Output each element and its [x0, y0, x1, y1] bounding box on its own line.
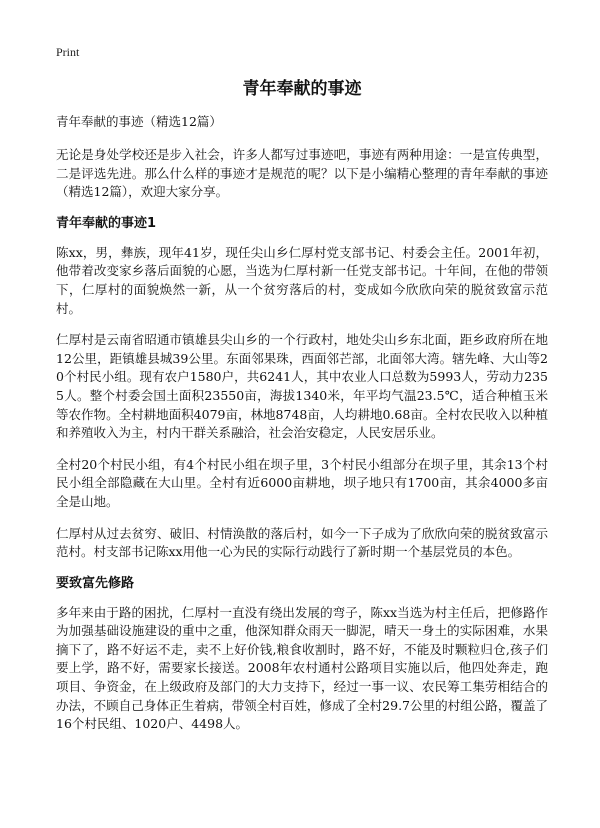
print-link[interactable]: Print	[56, 45, 80, 59]
section-1-paragraph-2: 仁厚村是云南省昭通市镇雄县尖山乡的一个行政村，地处尖山乡东北面，距乡政府所在地12公里，距镇雄县城39公里。东面邻果珠，西面邻芒部，北面邻大湾。辖先峰、大山等20个村民小组。现有农户1580户，共6241人，其中农业人口总数为5993人，劳动力2355人。整个村委会国土面积23550亩，海拔1340米，年平均气温23.5℃，适合种植玉米等农作物。全村耕地面积4079亩，林地8748亩，人均耕地0.68亩。全村农民收入以种植和养殖收入为主，村内干群关系融洽，社会治安稳定，人民安居乐业。	[56, 332, 548, 441]
section-1	[56, 215, 548, 562]
section-1-heading: 青年奉献的事迹1	[56, 215, 157, 231]
section-2	[56, 575, 548, 734]
section-1-paragraph-4: 仁厚村从过去贫穷、破旧、村情涣散的落后村，如今一下子成为了欣欣向荣的脱贫致富示范村。村支部书记陈xx用他一心为民的实际行动践行了新时期一个基层党员的本色。	[56, 525, 548, 560]
intro-paragraph: 无论是身处学校还是步入社会，许多人都写过事迹吧，事迹有两种用途：一是宣传典型，二是评选先进。那么什么样的事迹才是规范的呢？以下是小编精心整理的青年奉献的事迹（精选12篇），欢迎大家分享。	[56, 147, 548, 200]
section-1-paragraph-1: 陈xx，男，彝族，现年41岁，现任尖山乡仁厚村党支部书记、村委会主任。2001年初，他带着改变家乡落后面貌的心愿，当选为仁厚村新一任党支部书记。十年间，在他的带领下，仁厚村的面貌焕然一新，从一个贫穷落后的村，变成如今欣欣向荣的脱贫致富示范村。	[56, 244, 548, 316]
section-1-paragraph-3: 全村20个村民小组，有4个村民小组在坝子里，3个村民小组部分在坝子里，其余13个村民小组全部隐藏在大山里。全村有近6000亩耕地，坝子地只有1700亩，其余4000多亩全是山地。	[56, 456, 548, 509]
section-2-heading: 要致富先修路	[56, 575, 135, 591]
article	[56, 78, 548, 747]
page-title: 青年奉献的事迹	[242, 79, 362, 99]
article-subtitle: 青年奉献的事迹（精选12篇）	[56, 114, 222, 129]
section-2-paragraph-1: 多年来由于路的困扰，仁厚村一直没有绕出发展的弯子，陈xx当选为村主任后，把修路作为加强基础设施建设的重中之重，他深知群众雨天一脚泥，晴天一身土的实际困难，水果摘下了，路不好运不走，卖不上好价钱,粮食收割时，路不好，不能及时颗粒归仓,孩子们要上学，路不好，需要家长接送。2008年农村通村公路项目实施以后，他四处奔走，跑项目、争资金，在上级政府及部门的大力支持下，经过一事一议、农民筹工集劳相结合的办法，不顾自己身体正生着病，带领全村百姓，修成了全村29.7公里的村组公路，覆盖了16个村民组、1020户、4498人。	[56, 604, 548, 732]
